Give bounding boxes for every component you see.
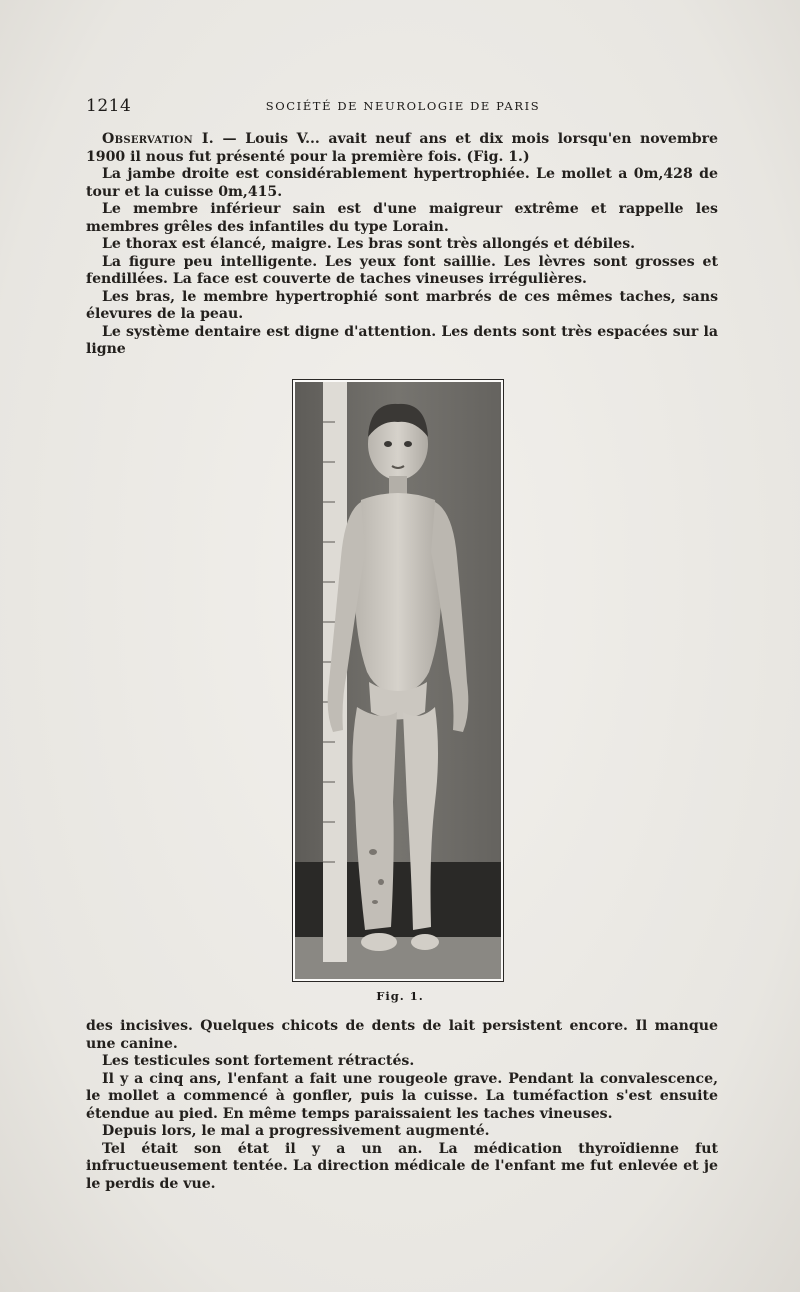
text-block-top — [86, 131, 718, 359]
paragraph: La figure peu intelligente. Les yeux font saillie. Les lèvres sont grosses et fendillées. La face est couverte de taches vineuses irrégulières. — [86, 253, 718, 287]
paragraph: Il y a cinq ans, l'enfant a fait une rougeole grave. Pendant la convalescence, le mollet a commencé à gonfler, puis la cuisse. La tuméfaction s'est ensuite étendue au pied. En même temps paraissaient les taches vineuses. — [86, 1070, 718, 1122]
paragraph: Le système dentaire est digne d'attention. Les dents sont très espacées sur la ligne — [86, 323, 718, 357]
boy-photo-illustration — [295, 382, 501, 979]
paragraph: Le membre inférieur sain est d'une maigreur extrême et rappelle les membres grêles des infantiles du type Lorain. — [86, 201, 718, 235]
running-head: SOCIÉTÉ DE NEUROLOGIE DE PARIS — [265, 99, 541, 113]
paragraph-observation — [86, 131, 718, 166]
paragraph: Depuis lors, le mal a progressivement augmenté. — [102, 1123, 490, 1139]
figure-photo — [292, 379, 504, 982]
paragraph: Le thorax est élancé, maigre. Les bras sont très allongés et débiles. — [102, 236, 636, 252]
paragraph: Tel était son état il y a un an. La médication thyroïdienne fut infructueusement tentée. La direction médicale de l'enfant me fut enlevée et je le perdis de vue. — [86, 1140, 718, 1192]
paragraph: Les bras, le membre hypertrophié sont marbrés de ces mêmes taches, sans élevures de la peau. — [86, 288, 718, 322]
page-header — [86, 96, 720, 118]
paragraph: Les testicules sont fortement rétractés. — [102, 1053, 415, 1069]
observation-label: Observation I. — [102, 131, 214, 147]
observation-text: — Louis V... avait neuf ans et dix mois lorsqu'en novembre 1900 il nous fut présenté pour la première fois. (Fig. 1.) — [86, 131, 718, 165]
figure-caption: Fig. 1. — [376, 989, 424, 1003]
paragraph-continued: des incisives. Quelques chicots de dents de lait persistent encore. Il manque une canine. — [86, 1018, 718, 1052]
paragraph: La jambe droite est considérablement hypertrophiée. Le mollet a 0m,428 de tour et la cuisse 0m,415. — [86, 166, 718, 200]
text-block-bottom — [86, 1018, 718, 1193]
page-number: 1214 — [86, 96, 132, 116]
